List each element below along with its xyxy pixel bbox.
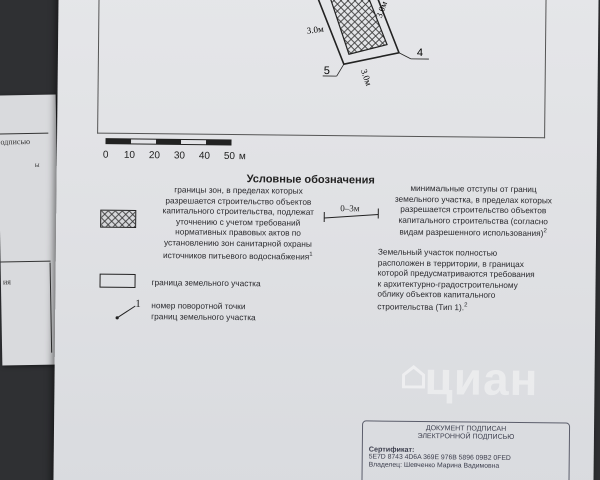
background-document-sheet <box>0 95 60 366</box>
sheet-fragment-text: ия <box>2 277 11 287</box>
watermark-text: циан <box>424 352 539 406</box>
scale-tick-label: 20 <box>148 150 161 162</box>
map-edge-label: 3.0м <box>373 0 390 20</box>
e-signature-stamp <box>361 420 570 480</box>
scale-tick-label: 50 <box>223 150 236 163</box>
scale-unit-label: м <box>238 151 246 163</box>
scale-tick-label: 30 <box>173 150 186 162</box>
legend-title: Условные обозначения <box>246 173 375 187</box>
map-edge-label: 3.0м <box>358 67 374 88</box>
sheet-fragment-text: ы <box>34 160 40 169</box>
stamp-title: ЭЛЕКТРОННОЙ ПОДПИСЬЮ <box>417 432 515 441</box>
map-point-label: 5 <box>323 64 330 78</box>
stamp-owner: Владелец: Шевченко Марина Вадимовна <box>368 461 500 470</box>
zone-hatch-symbol <box>100 210 136 228</box>
stamp-cert-label: Сертификат: <box>368 444 415 454</box>
footnote-mark: 2 <box>543 228 547 235</box>
footnote-mark: 2 <box>464 302 468 309</box>
sheet-rule <box>0 133 48 135</box>
scale-tick-label: 0 <box>102 149 109 161</box>
map-point-label: 4 <box>416 46 424 60</box>
sheet-fragment-text: одписью <box>0 136 31 147</box>
setback-symbol <box>322 198 380 225</box>
document-page <box>53 0 598 480</box>
stamp-cert-number: 5E7D 8743 4D6A 369E 976B 5896 09B2 0FED <box>368 453 511 462</box>
footnote-mark: 1 <box>309 251 313 258</box>
legend-zones-text: границы зон, в пределах которых разрешается строительство объектов капитального строительства, подлежат уточнению с учетом требований нормативных правовых актов по установлению зон санитарной охраны источников питьевого водоснабжения$^1$ <box>162 184 315 262</box>
parcel-boundary-symbol <box>99 274 135 288</box>
legend-setback-text: минимальные отступы от границ земельного участка, в пределах которых разрешается строительство объектов капитального строительства (согласно видам разрешенного использования)$^2$ <box>394 182 553 239</box>
scale-tick-label: 10 <box>123 149 136 161</box>
map-edge-label: 3.0м <box>306 23 325 36</box>
turning-point-symbol-label: 1 <box>135 298 141 311</box>
legend-point-text: номер поворотной точки границ земельного участка <box>151 300 256 322</box>
legend-note-text: Земельный участок полностью расположен в территории, в границах которой предусматриваются требования к архитектурно-градостроительному облику объектов капитального строительства (Тип 1).$^2$ <box>377 246 535 313</box>
scale-tick-label: 40 <box>198 150 211 162</box>
turning-point-symbol <box>113 298 147 322</box>
stamp-title: ДОКУМЕНТ ПОДПИСАН <box>425 425 507 433</box>
site-plan-map <box>97 0 547 138</box>
legend-parcel-text: граница земельного участка <box>151 277 261 289</box>
sheet-box <box>1 263 53 354</box>
site-plan-drawing <box>98 0 547 138</box>
setback-symbol-label: 0–3м <box>340 203 360 214</box>
scale-bar <box>103 138 273 166</box>
